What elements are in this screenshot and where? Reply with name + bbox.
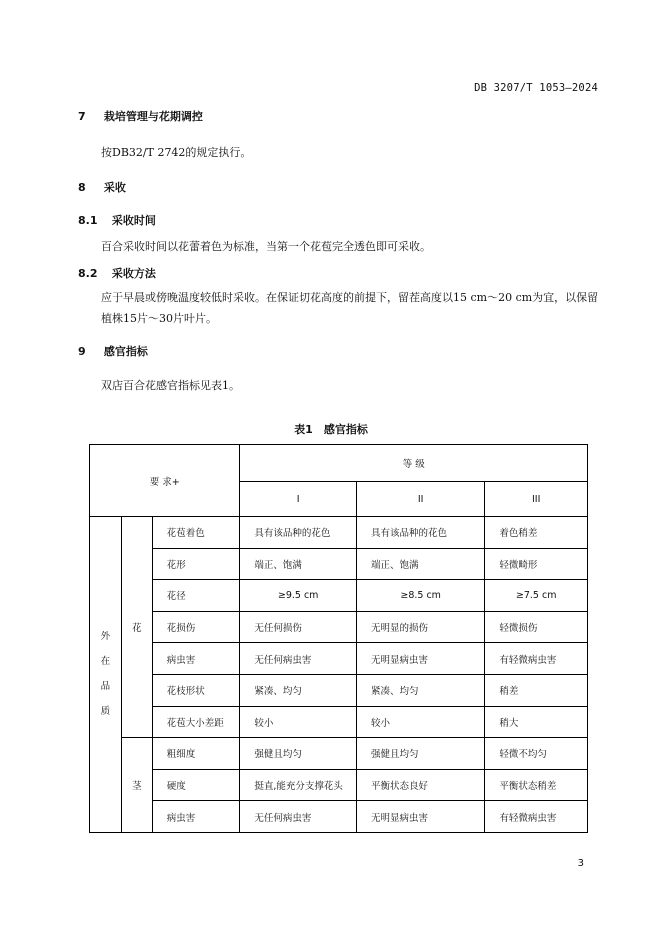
section-9-heading: [78, 343, 148, 359]
requirement-header: 要 求+: [90, 445, 240, 517]
grade-3-value: 轻微畸形: [485, 548, 588, 580]
grade-2-value: 端正、饱满: [356, 548, 484, 580]
grade-3-value: 轻微不均匀: [485, 738, 588, 770]
group-label-external-quality: [90, 517, 122, 833]
section-8-1-heading: [78, 212, 156, 228]
section-number: 9: [78, 345, 86, 358]
section-title: 栽培管理与花期调控: [103, 110, 203, 123]
grade-2-value: 具有该品种的花色: [356, 517, 484, 549]
grade-3-value: ≥7.5 cm: [485, 580, 588, 612]
grade-2-value: 平衡状态良好: [356, 769, 484, 801]
grade-3-header: III: [485, 482, 588, 517]
section-8-heading: [78, 179, 126, 195]
grade-2-value: 强健且均匀: [356, 738, 484, 770]
grade-3-value: 平衡状态稍差: [485, 769, 588, 801]
section-title: 采收方法: [111, 267, 156, 280]
grade-1-value: 挺直,能充分支撑花头: [240, 769, 357, 801]
section-9-text: 双店百合花感官指标见表1。: [101, 379, 240, 392]
section-title: 采收时间: [111, 214, 156, 227]
flower-item: 花苞大小差距: [152, 706, 240, 738]
stem-label: 茎: [121, 738, 152, 833]
grade-1-value: 无任何病虫害: [240, 801, 357, 833]
flower-item: 花径: [152, 580, 240, 612]
grade-3-value: 有轻微病虫害: [485, 801, 588, 833]
page-number: 3: [577, 858, 584, 869]
section-8-2-heading: [78, 265, 156, 281]
grade-3-value: 着色稍差: [485, 517, 588, 549]
group-char: 质: [100, 706, 111, 718]
flower-item: 花形: [152, 548, 240, 580]
grade-2-header: II: [356, 482, 484, 517]
grade-3-value: 稍大: [485, 706, 588, 738]
flower-item: 花苞着色: [152, 517, 240, 549]
grade-3-value: 有轻微病虫害: [485, 643, 588, 675]
grade-1-value: ≥9.5 cm: [240, 580, 357, 612]
grade-2-value: 无明显的损伤: [356, 611, 484, 643]
flower-label: 花: [121, 517, 152, 738]
section-number: 8.1: [78, 214, 98, 227]
grade-2-value: 较小: [356, 706, 484, 738]
grade-2-value: 无明显病虫害: [356, 643, 484, 675]
grade-2-value: 无明显病虫害: [356, 801, 484, 833]
section-8-2-text: 应于早晨或傍晚温度较低时采收。在保证切花高度的前提下，留茬高度以15 cm～20 cm为宜，以保留植株15片～30片叶片。: [101, 291, 599, 325]
stem-item: 病虫害: [152, 801, 240, 833]
section-number: 7: [78, 110, 86, 123]
group-char: 品: [100, 681, 111, 693]
grade-2-value: 紧凑、均匀: [356, 674, 484, 706]
section-8-1-text: 百合采收时间以花蕾着色为标准，当第一个花苞完全透色即可采收。: [101, 240, 431, 253]
flower-item: 病虫害: [152, 643, 240, 675]
sensory-index-table: [89, 444, 588, 833]
table-title: 表1 感官指标: [294, 423, 368, 436]
section-7-text: 按DB32/T 2742的规定执行。: [101, 146, 252, 159]
section-title: 采收: [103, 181, 126, 194]
grade-1-value: 无任何病虫害: [240, 643, 357, 675]
grade-1-value: 无任何损伤: [240, 611, 357, 643]
grade-1-header: I: [240, 482, 357, 517]
group-char: 外: [100, 631, 111, 643]
section-7-heading: [78, 108, 203, 124]
stem-item: 粗细度: [152, 738, 240, 770]
document-id: DB 3207/T 1053—2024: [474, 82, 598, 94]
stem-item: 硬度: [152, 769, 240, 801]
grade-1-value: 端正、饱满: [240, 548, 357, 580]
section-number: 8.2: [78, 267, 98, 280]
flower-item: 花枝形状: [152, 674, 240, 706]
grade-1-value: 具有该品种的花色: [240, 517, 357, 549]
grade-1-value: 较小: [240, 706, 357, 738]
section-title: 感官指标: [103, 345, 148, 358]
grade-1-value: 强健且均匀: [240, 738, 357, 770]
grade-2-value: ≥8.5 cm: [356, 580, 484, 612]
section-number: 8: [78, 181, 86, 194]
grade-3-value: 轻微损伤: [485, 611, 588, 643]
grade-3-value: 稍差: [485, 674, 588, 706]
grade-header: 等 级: [240, 445, 588, 482]
group-char: 在: [100, 656, 111, 668]
grade-1-value: 紧凑、均匀: [240, 674, 357, 706]
flower-item: 花损伤: [152, 611, 240, 643]
